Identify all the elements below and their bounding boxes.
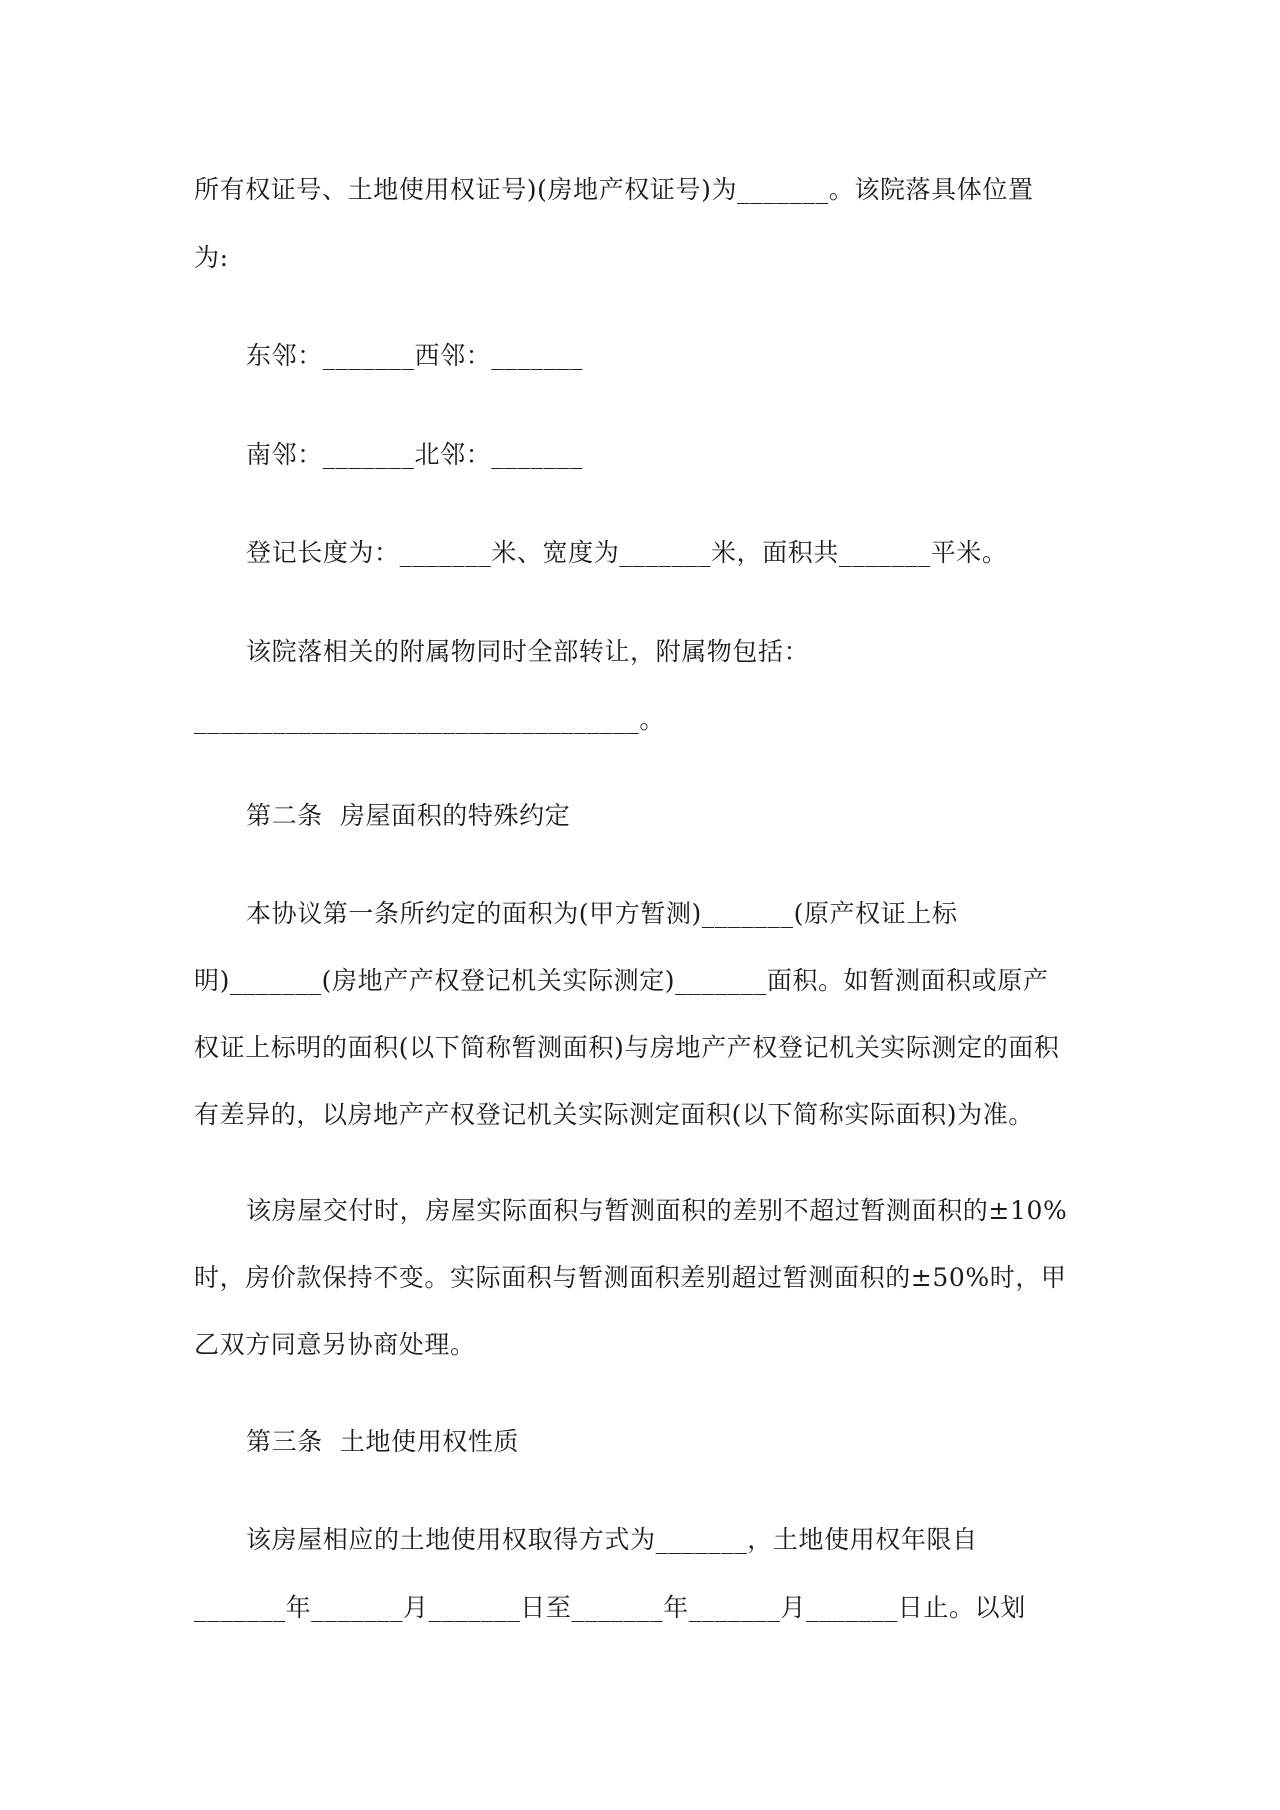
text-line: 时，房价款保持不变。实际面积与暂测面积差别超过暂测面积的±50%时，甲 — [194, 1263, 1067, 1292]
text-line: 东邻：_______西邻：_______ — [246, 341, 584, 370]
section-heading: 第三条 土地使用权性质 — [246, 1427, 520, 1456]
text-line: 登记长度为：_______米、宽度为_______米，面积共_______平米。 — [246, 538, 1008, 567]
text-line: 南邻：_______北邻：_______ — [246, 440, 584, 469]
text-line: 该房屋相应的土地使用权取得方式为_______，土地使用权年限自 — [246, 1525, 978, 1554]
text-line: 所有权证号、土地使用权证号)(房地产权证号)为_______。该院落具体位置 — [194, 175, 1034, 204]
text-line: 为: — [194, 243, 229, 272]
text-line: __________________________________。 — [194, 705, 665, 734]
text-line: 乙双方同意另协商处理。 — [194, 1330, 476, 1359]
text-line: 有差异的，以房地产产权登记机关实际测定面积(以下简称实际面积)为准。 — [194, 1100, 1034, 1129]
section-heading: 第二条 房屋面积的特殊约定 — [246, 801, 571, 830]
text-line: 本协议第一条所约定的面积为(甲方暂测)_______(原产权证上标 — [246, 899, 958, 928]
text-line: _______年_______月_______日至_______年_______月_______日止。以划 — [194, 1593, 1026, 1622]
text-line: 明)_______(房地产产权登记机关实际测定)_______面积。如暂测面积或原产 — [194, 966, 1049, 995]
text-line: 该院落相关的附属物同时全部转让，附属物包括： — [246, 637, 810, 666]
text-line: 该房屋交付时，房屋实际面积与暂测面积的差别不超过暂测面积的±10% — [246, 1196, 1068, 1225]
text-line: 权证上标明的面积(以下简称暂测面积)与房地产产权登记机关实际测定的面积 — [194, 1033, 1060, 1062]
